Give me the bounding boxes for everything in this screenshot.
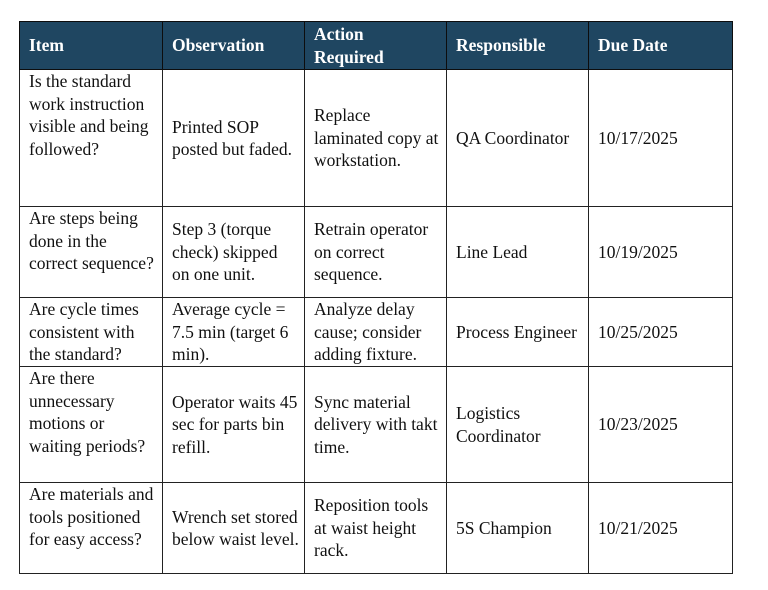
- column-header-observation: Observation: [163, 22, 305, 70]
- cell-due-date: 10/17/2025: [589, 70, 733, 207]
- cell-responsible: QA Coordinator: [447, 70, 589, 207]
- cell-action-required: Replace laminated copy at workstation.: [305, 70, 447, 207]
- cell-action-required: Analyze delay cause; consider adding fixture.: [305, 298, 447, 367]
- cell-item: Is the standard work instruction visible and being followed?: [20, 70, 163, 207]
- cell-action-required: Retrain operator on correct sequence.: [305, 207, 447, 298]
- table-row: [20, 483, 733, 574]
- cell-due-date: 10/19/2025: [589, 207, 733, 298]
- cell-due-date: 10/25/2025: [589, 298, 733, 367]
- cell-responsible: Process Engineer: [447, 298, 589, 367]
- table-row: [20, 367, 733, 483]
- cell-observation: Average cycle = 7.5 min (target 6 min).: [163, 298, 305, 367]
- table-row: [20, 70, 733, 207]
- cell-responsible: 5S Champion: [447, 483, 589, 574]
- table-row: [20, 298, 733, 367]
- cell-item: Are steps being done in the correct sequence?: [20, 207, 163, 298]
- cell-due-date: 10/23/2025: [589, 367, 733, 483]
- cell-action-required: Reposition tools at waist height rack.: [305, 483, 447, 574]
- cell-due-date: 10/21/2025: [589, 483, 733, 574]
- column-header-due-date: Due Date: [589, 22, 733, 70]
- table-row: [20, 207, 733, 298]
- standard-work-review-table: [19, 21, 733, 574]
- column-header-responsible: Responsible: [447, 22, 589, 70]
- cell-responsible: Logistics Coordinator: [447, 367, 589, 483]
- column-header-action-required: Action Required: [305, 22, 447, 70]
- cell-item: Are cycle times consistent with the standard?: [20, 298, 163, 367]
- cell-responsible: Line Lead: [447, 207, 589, 298]
- cell-observation: Wrench set stored below waist level.: [163, 483, 305, 574]
- cell-observation: Operator waits 45 sec for parts bin refill.: [163, 367, 305, 483]
- table-header: [20, 22, 733, 70]
- cell-observation: Printed SOP posted but faded.: [163, 70, 305, 207]
- header-row: [20, 22, 733, 70]
- cell-observation: Step 3 (torque check) skipped on one unit.: [163, 207, 305, 298]
- cell-item: Are materials and tools positioned for easy access?: [20, 483, 163, 574]
- cell-item: Are there unnecessary motions or waiting periods?: [20, 367, 163, 483]
- table-body: [20, 70, 733, 574]
- column-header-item: Item: [20, 22, 163, 70]
- cell-action-required: Sync material delivery with takt time.: [305, 367, 447, 483]
